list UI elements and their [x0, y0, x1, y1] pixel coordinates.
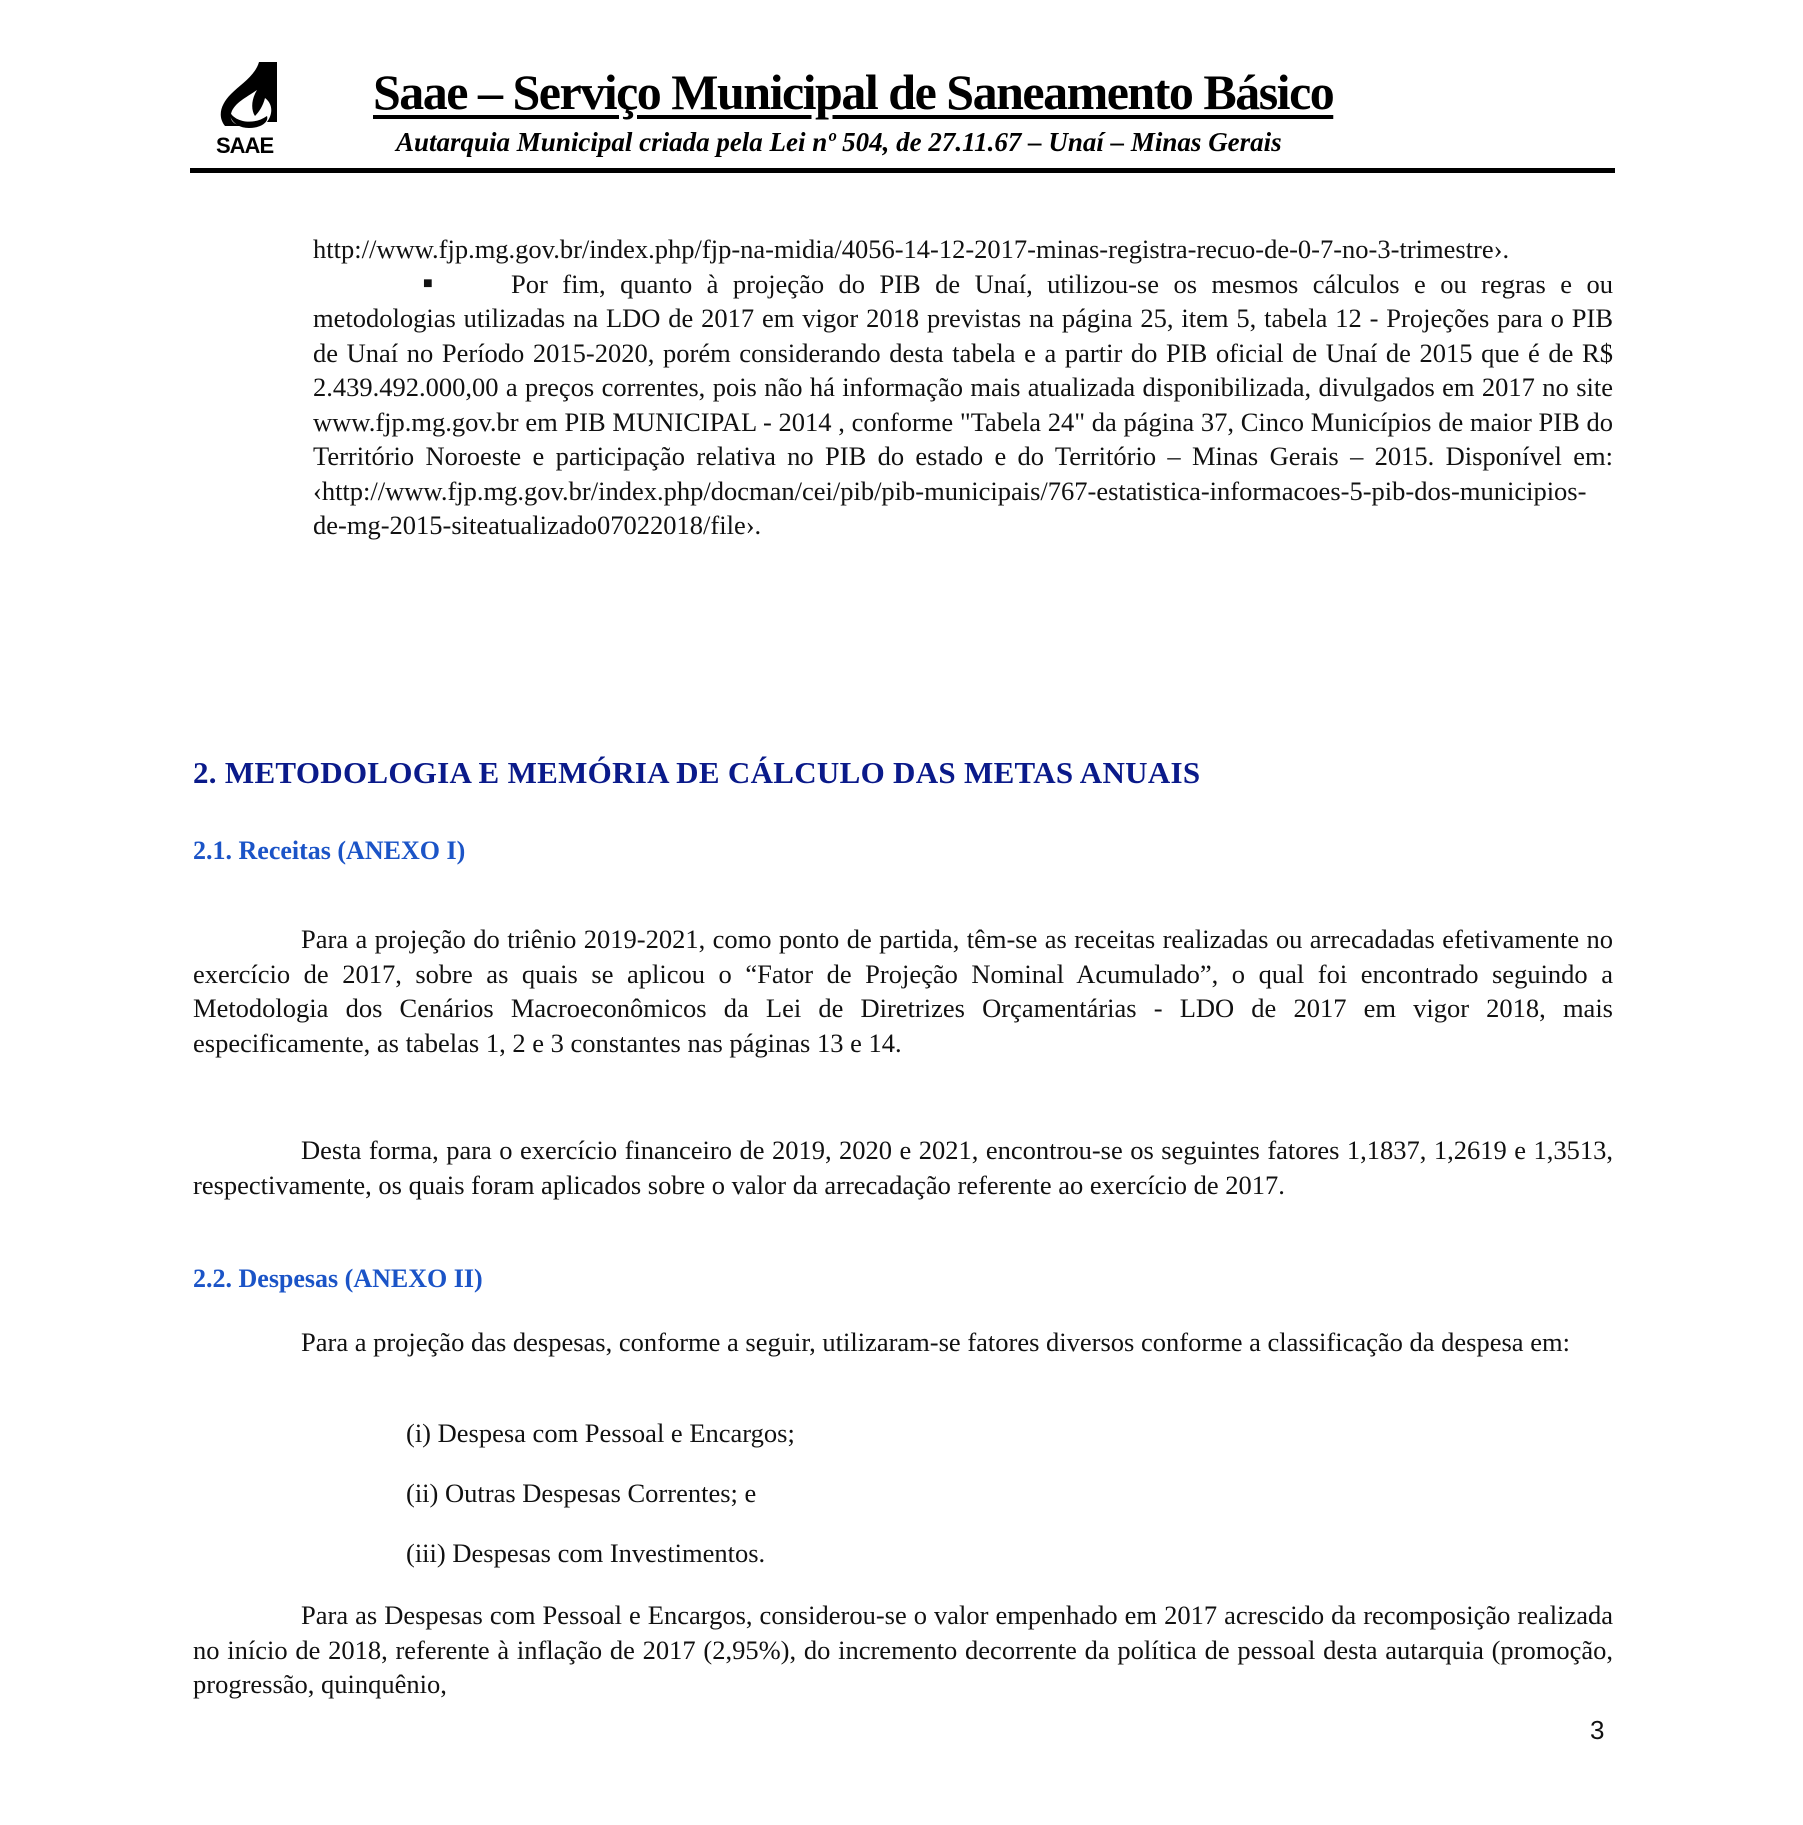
list-item: (ii) Outras Despesas Correntes; e: [406, 1478, 757, 1508]
organization-subtitle: Autarquia Municipal criada pela Lei nº 504, de 27.11.67 – Unaí – Minas Gerais: [396, 127, 1282, 157]
paragraph: Para a projeção das despesas, conforme a seguir, utilizaram-se fatores diversos conforme a classificação da despesa em:: [301, 1327, 1570, 1357]
source-url-line: http://www.fjp.mg.gov.br/index.php/fjp-na-midia/4056-14-12-2017-minas-registra-recuo-de-0-7-no-3-trimestre›.: [313, 234, 1510, 264]
square-bullet-icon: ■: [423, 274, 433, 292]
continuation-block: [313, 232, 1613, 543]
subsection-heading-despesas: 2.2. Despesas (ANEXO II): [193, 1264, 483, 1293]
svg-text:SAAE: SAAE: [216, 133, 274, 155]
list-item: (i) Despesa com Pessoal e Encargos;: [406, 1418, 795, 1448]
paragraph: Para as Despesas com Pessoal e Encargos, considerou-se o valor empenhado em 2017 acrescido da recomposição realizada no início de 2018, referente à inflação de 2017 (2,95%), do incremento decorrente da política de pessoal desta autarquia (promoção, progressão, quinquênio,: [193, 1600, 1613, 1699]
list-item: (iii) Despesas com Investimentos.: [406, 1538, 766, 1568]
paragraph: Desta forma, para o exercício financeiro de 2019, 2020 e 2021, encontrou-se os seguintes fatores 1,1837, 1,2619 e 1,3513, respectivamente, os quais foram aplicados sobre o valor da arrecadação referente ao exercício de 2017.: [193, 1135, 1613, 1200]
saae-logo-icon: [215, 60, 287, 155]
bullet-item: [313, 267, 1613, 543]
bullet-text: Por fim, quanto à projeção do PIB de Unaí, utilizou-se os mesmos cálculos e ou regras e ou metodologias utilizadas na LDO de 2017 em vigor 2018 previstas na página 25, item 5, tabela 12 - Projeções para o PIB de Unaí no Período 2015-2020, porém considerando desta tabela e a partir do PIB oficial de Unaí de 2015 que é de R$ 2.439.492.000,00 a preços correntes, pois não há informação mais atualizada disponibilizada, divulgados em 2017 no site www.fjp.mg.gov.br em PIB MUNICIPAL - 2014 , conforme "Tabela 24" da página 37, Cinco Municípios de maior PIB do Território Noroeste e participação relativa no PIB do estado e do Território – Minas Gerais – 2015. Disponível em: ‹http://www.fjp.mg.gov.br/index.php/docman/cei/pib/pib-municipais/767-estatistica-informacoes-5-pib-dos-municipios-de-mg-2015-siteatualizado07022018/file›.: [313, 268, 1613, 540]
paragraph: Para a projeção do triênio 2019-2021, como ponto de partida, têm-se as receitas realizadas ou arrecadadas efetivamente no exercício de 2017, sobre as quais se aplicou o “Fator de Projeção Nominal Acumulado”, o qual foi encontrado seguindo a Metodologia dos Cenários Macroeconômicos da Lei de Diretrizes Orçamentárias - LDO de 2017 em vigor 2018, mais especificamente, as tabelas 1, 2 e 3 constantes nas páginas 13 e 14.: [193, 924, 1613, 1058]
subsection-heading-receitas: 2.1. Receitas (ANEXO I): [193, 836, 466, 865]
page-header: [190, 55, 1615, 175]
section-heading: 2. METODOLOGIA E MEMÓRIA DE CÁLCULO DAS METAS ANUAIS: [193, 755, 1201, 790]
organization-title: Saae – Serviço Municipal de Saneamento Básico: [373, 64, 1334, 120]
header-rule: [190, 168, 1615, 173]
page-number: 3: [1590, 1715, 1605, 1745]
